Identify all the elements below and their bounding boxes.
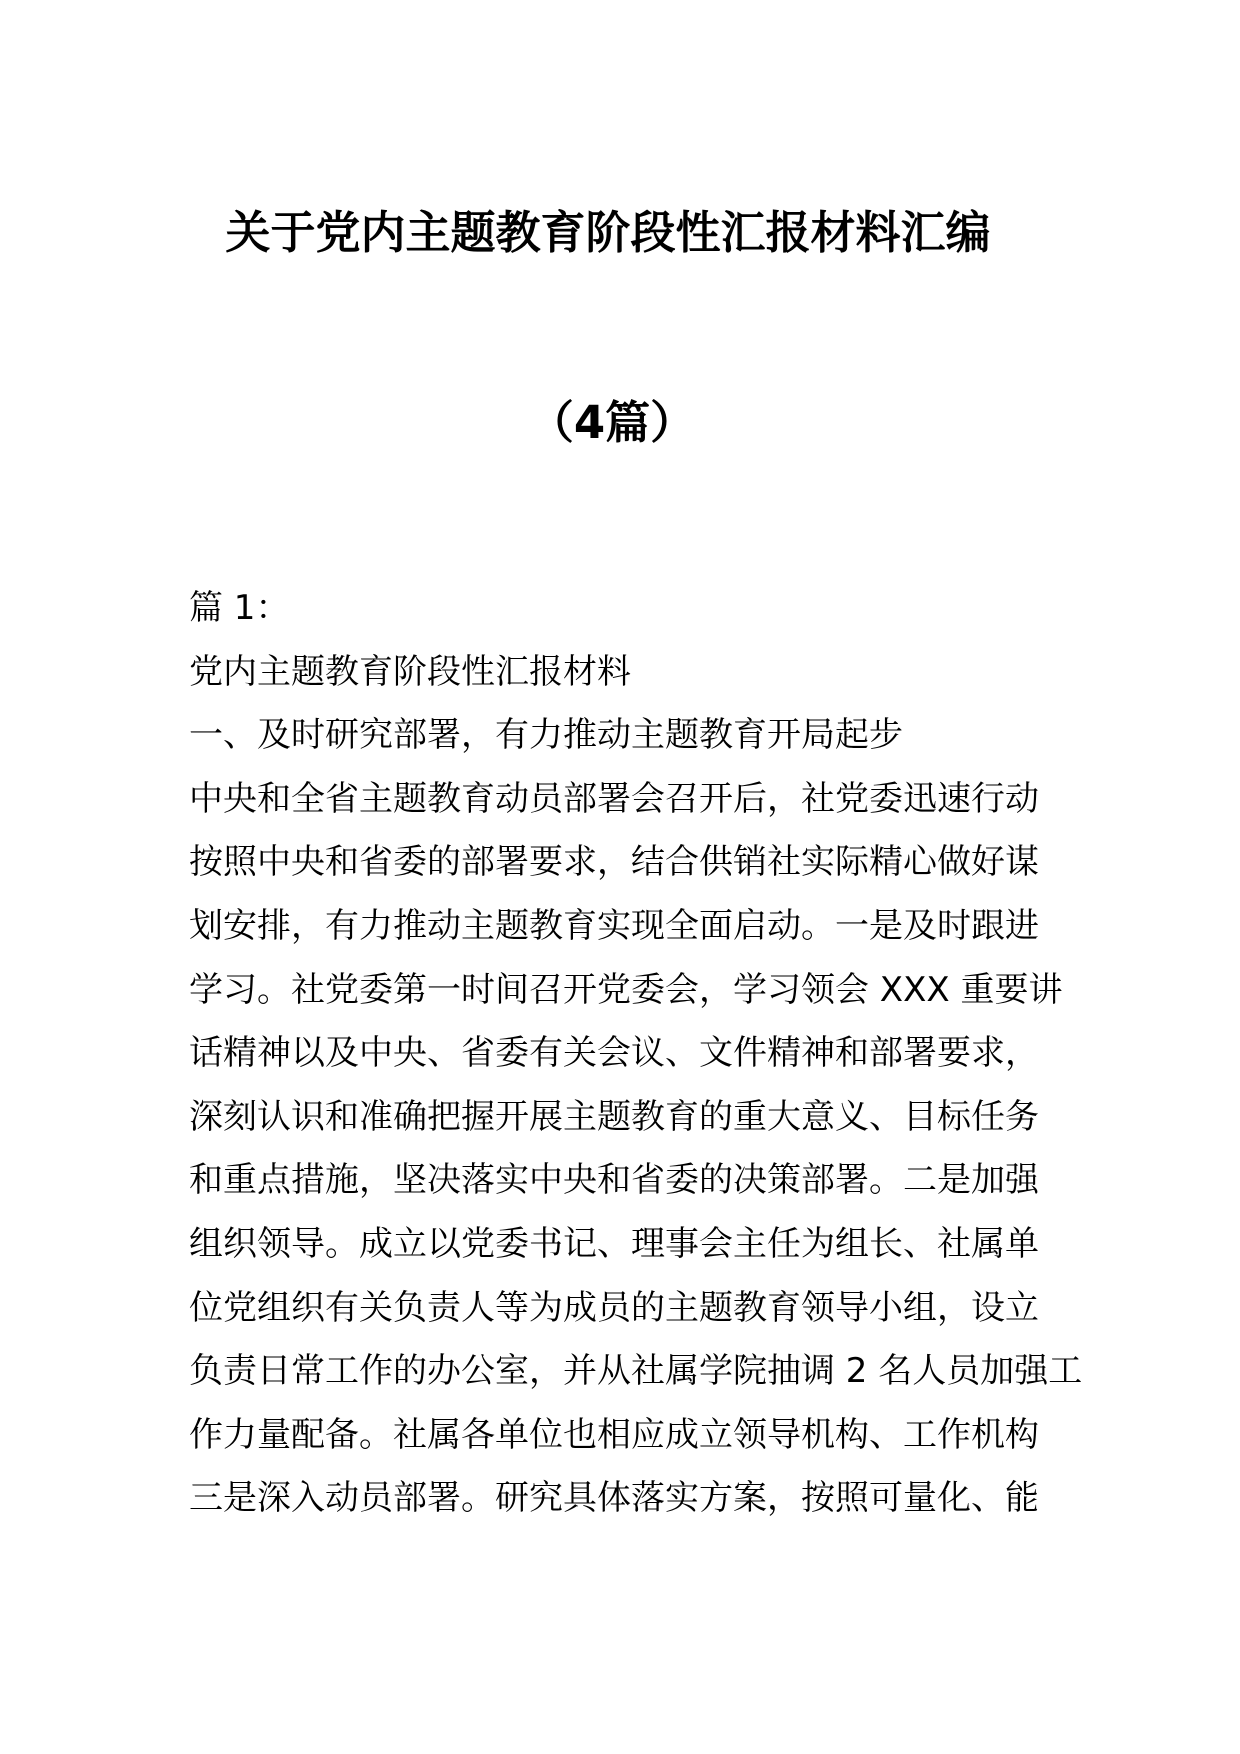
paragraph-line: 中央和全省主题教育动员部署会召开后，社党委迅速行动 (189, 778, 1039, 819)
paragraph-line: 作力量配备。社属各单位也相应成立领导机构、工作机构 (189, 1414, 1039, 1455)
paragraph-line: 深刻认识和准确把握开展主题教育的重大意义、目标任务 (189, 1096, 1039, 1137)
paragraph-line: 三是深入动员部署。研究具体落实方案，按照可量化、能 (189, 1478, 1039, 1519)
paragraph-line: 学习。社党委第一时间召开党委会，学习领会 XXX 重要讲 (189, 969, 1063, 1010)
article-title: 党内主题教育阶段性汇报材料 (189, 651, 631, 692)
paragraph-line: 负责日常工作的办公室，并从社属学院抽调 2 名人员加强工 (189, 1351, 1083, 1392)
document-body (189, 577, 1083, 1531)
paragraph-line: 位党组织有关负责人等为成员的主题教育领导小组，设立 (189, 1287, 1039, 1328)
paragraph-line: 话精神以及中央、省委有关会议、文件精神和部署要求， (189, 1033, 1039, 1074)
paragraph-line: 和重点措施，坚决落实中央和省委的决策部署。二是加强 (189, 1160, 1039, 1201)
section-heading: 一、及时研究部署，有力推动主题教育开局起步 (189, 715, 903, 756)
document-title: 关于党内主题教育阶段性汇报材料汇编 (225, 206, 991, 259)
paragraph-line: 组织领导。成立以党委书记、理事会主任为组长、社属单 (189, 1223, 1039, 1264)
section-label: 篇 1： (189, 588, 290, 628)
paragraph-line: 划安排，有力推动主题教育实现全面启动。一是及时跟进 (189, 905, 1039, 946)
paragraph-line: 按照中央和省委的部署要求，结合供销社实际精心做好谋 (189, 842, 1039, 883)
document-subtitle: （4篇） (528, 396, 696, 449)
